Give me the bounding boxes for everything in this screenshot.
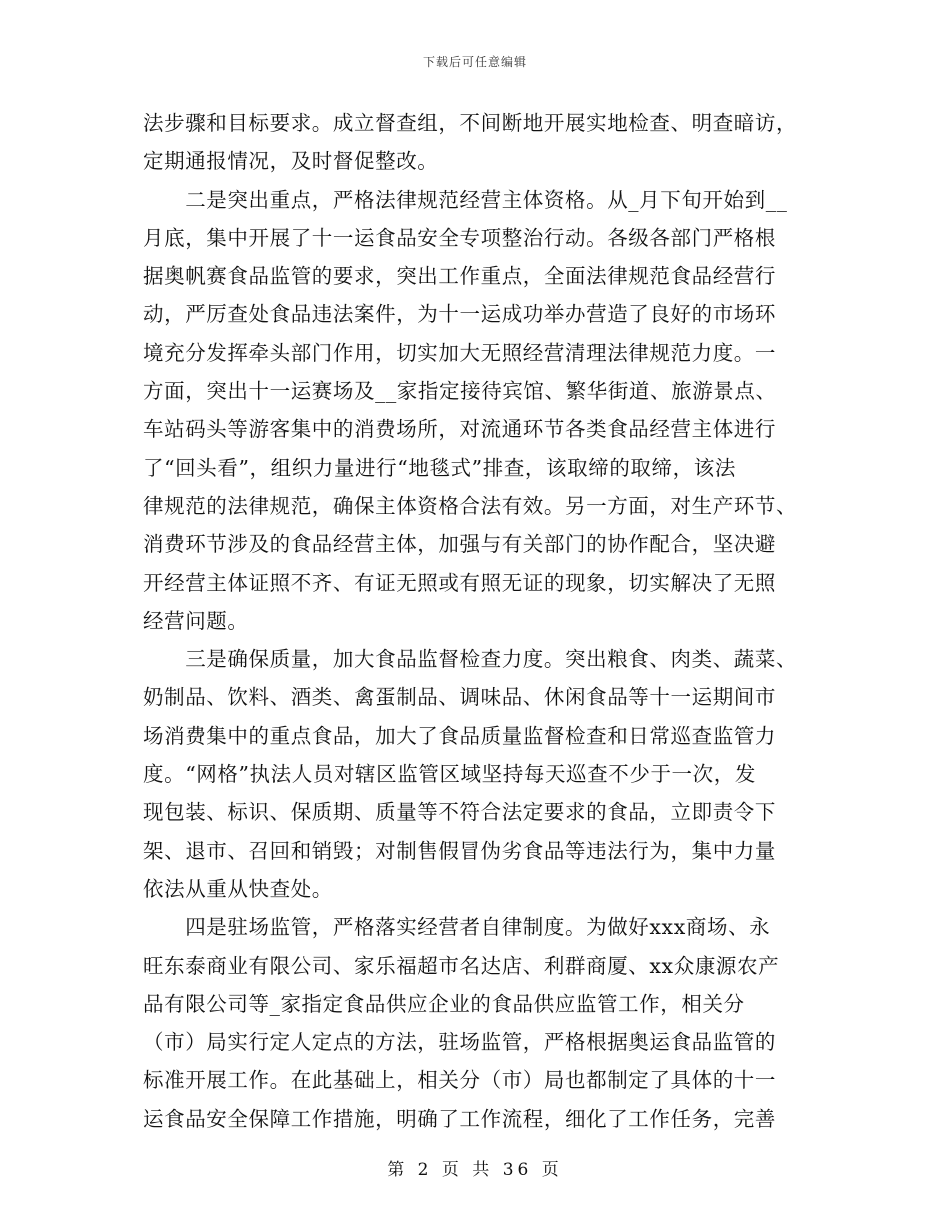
- text-line: 据奥帆赛食品监管的要求，突出工作重点，全面法律规范食品经营行: [143, 264, 776, 289]
- text-line: 定期通报情况，及时督促整改。: [143, 149, 439, 174]
- text-line: 品有限公司等_家指定食品供应企业的食品供应监管工作，相关分: [143, 991, 745, 1016]
- text-line: 消费环节涉及的食品经营主体，加强与有关部门的协作配合，坚决避: [143, 532, 776, 557]
- text-line: 奶制品、饮料、酒类、禽蛋制品、调味品、休闲食品等十一运期间市: [143, 685, 776, 710]
- text-line: 开经营主体证照不齐、有证无照或有照无证的现象，切实解决了无照: [143, 570, 776, 595]
- text-line: 场消费集中的重点食品，加大了食品质量监督检查和日常巡查监管力: [143, 723, 776, 748]
- text-line: 法步骤和目标要求。成立督查组，不间断地开展实地检查、明查暗访，: [143, 111, 798, 135]
- text-line: 动，严厉查处食品违法案件，为十一运成功举办营造了良好的市场环: [143, 302, 776, 327]
- text-line: 车站码头等游客集中的消费场所，对流通环节各类食品经营主体进行: [143, 417, 776, 442]
- text-line: 四是驻场监管，严格落实经营者自律制度。为做好xxx商场、永: [143, 915, 771, 940]
- page-footer: 第 2 页 共 36 页: [387, 1160, 563, 1180]
- text-line: 依法从重从快查处。: [143, 876, 333, 901]
- text-line: 运食品安全保障工作措施，明确了工作流程，细化了工作任务，完善: [143, 1106, 776, 1131]
- text-line: 三是确保质量，加大食品监督检查力度。突出粮食、肉类、蔬菜、: [143, 647, 798, 672]
- text-line: 标准开展工作。在此基础上，相关分（市）局也都制定了具体的十一: [143, 1068, 776, 1093]
- text-line: 律规范的法律规范，确保主体资格合法有效。另一方面，对生产环节、: [143, 493, 798, 518]
- text-line: 月底，集中开展了十一运食品安全专项整治行动。各级各部门严格根: [143, 225, 776, 250]
- text-line: 经营问题。: [143, 608, 249, 633]
- text-line: 境充分发挥牵头部门作用，切实加大无照经营清理法律规范力度。一: [143, 340, 776, 365]
- text-line: 二是突出重点，严格法律规范经营主体资格。从_月下旬开始到__: [143, 187, 788, 212]
- text-line: 架、退市、召回和销毁；对制售假冒伪劣食品等违法行为，集中力量: [143, 838, 776, 863]
- text-line: 方面，突出十一运赛场及__家指定接待宾馆、繁华街道、旅游景点、: [143, 379, 777, 404]
- text-line: 了“回头看”，组织力量进行“地毯式”排查，该取缔的取缔，该法: [143, 455, 736, 480]
- text-line: 度。“网格”执法人员对辖区监管区域坚持每天巡查不少于一次，发: [143, 762, 756, 787]
- text-line: 现包装、标识、保质期、质量等不符合法定要求的食品，立即责令下: [143, 800, 776, 825]
- page-header: 下载后可任意编辑: [422, 55, 527, 69]
- text-line: （市）局实行定人定点的方法，驻场监管，严格根据奥运食品监管的: [143, 1030, 776, 1055]
- text-line: 旺东泰商业有限公司、家乐福超市名达店、利群商厦、xx众康源农产: [143, 953, 780, 978]
- document-body: [143, 104, 809, 1138]
